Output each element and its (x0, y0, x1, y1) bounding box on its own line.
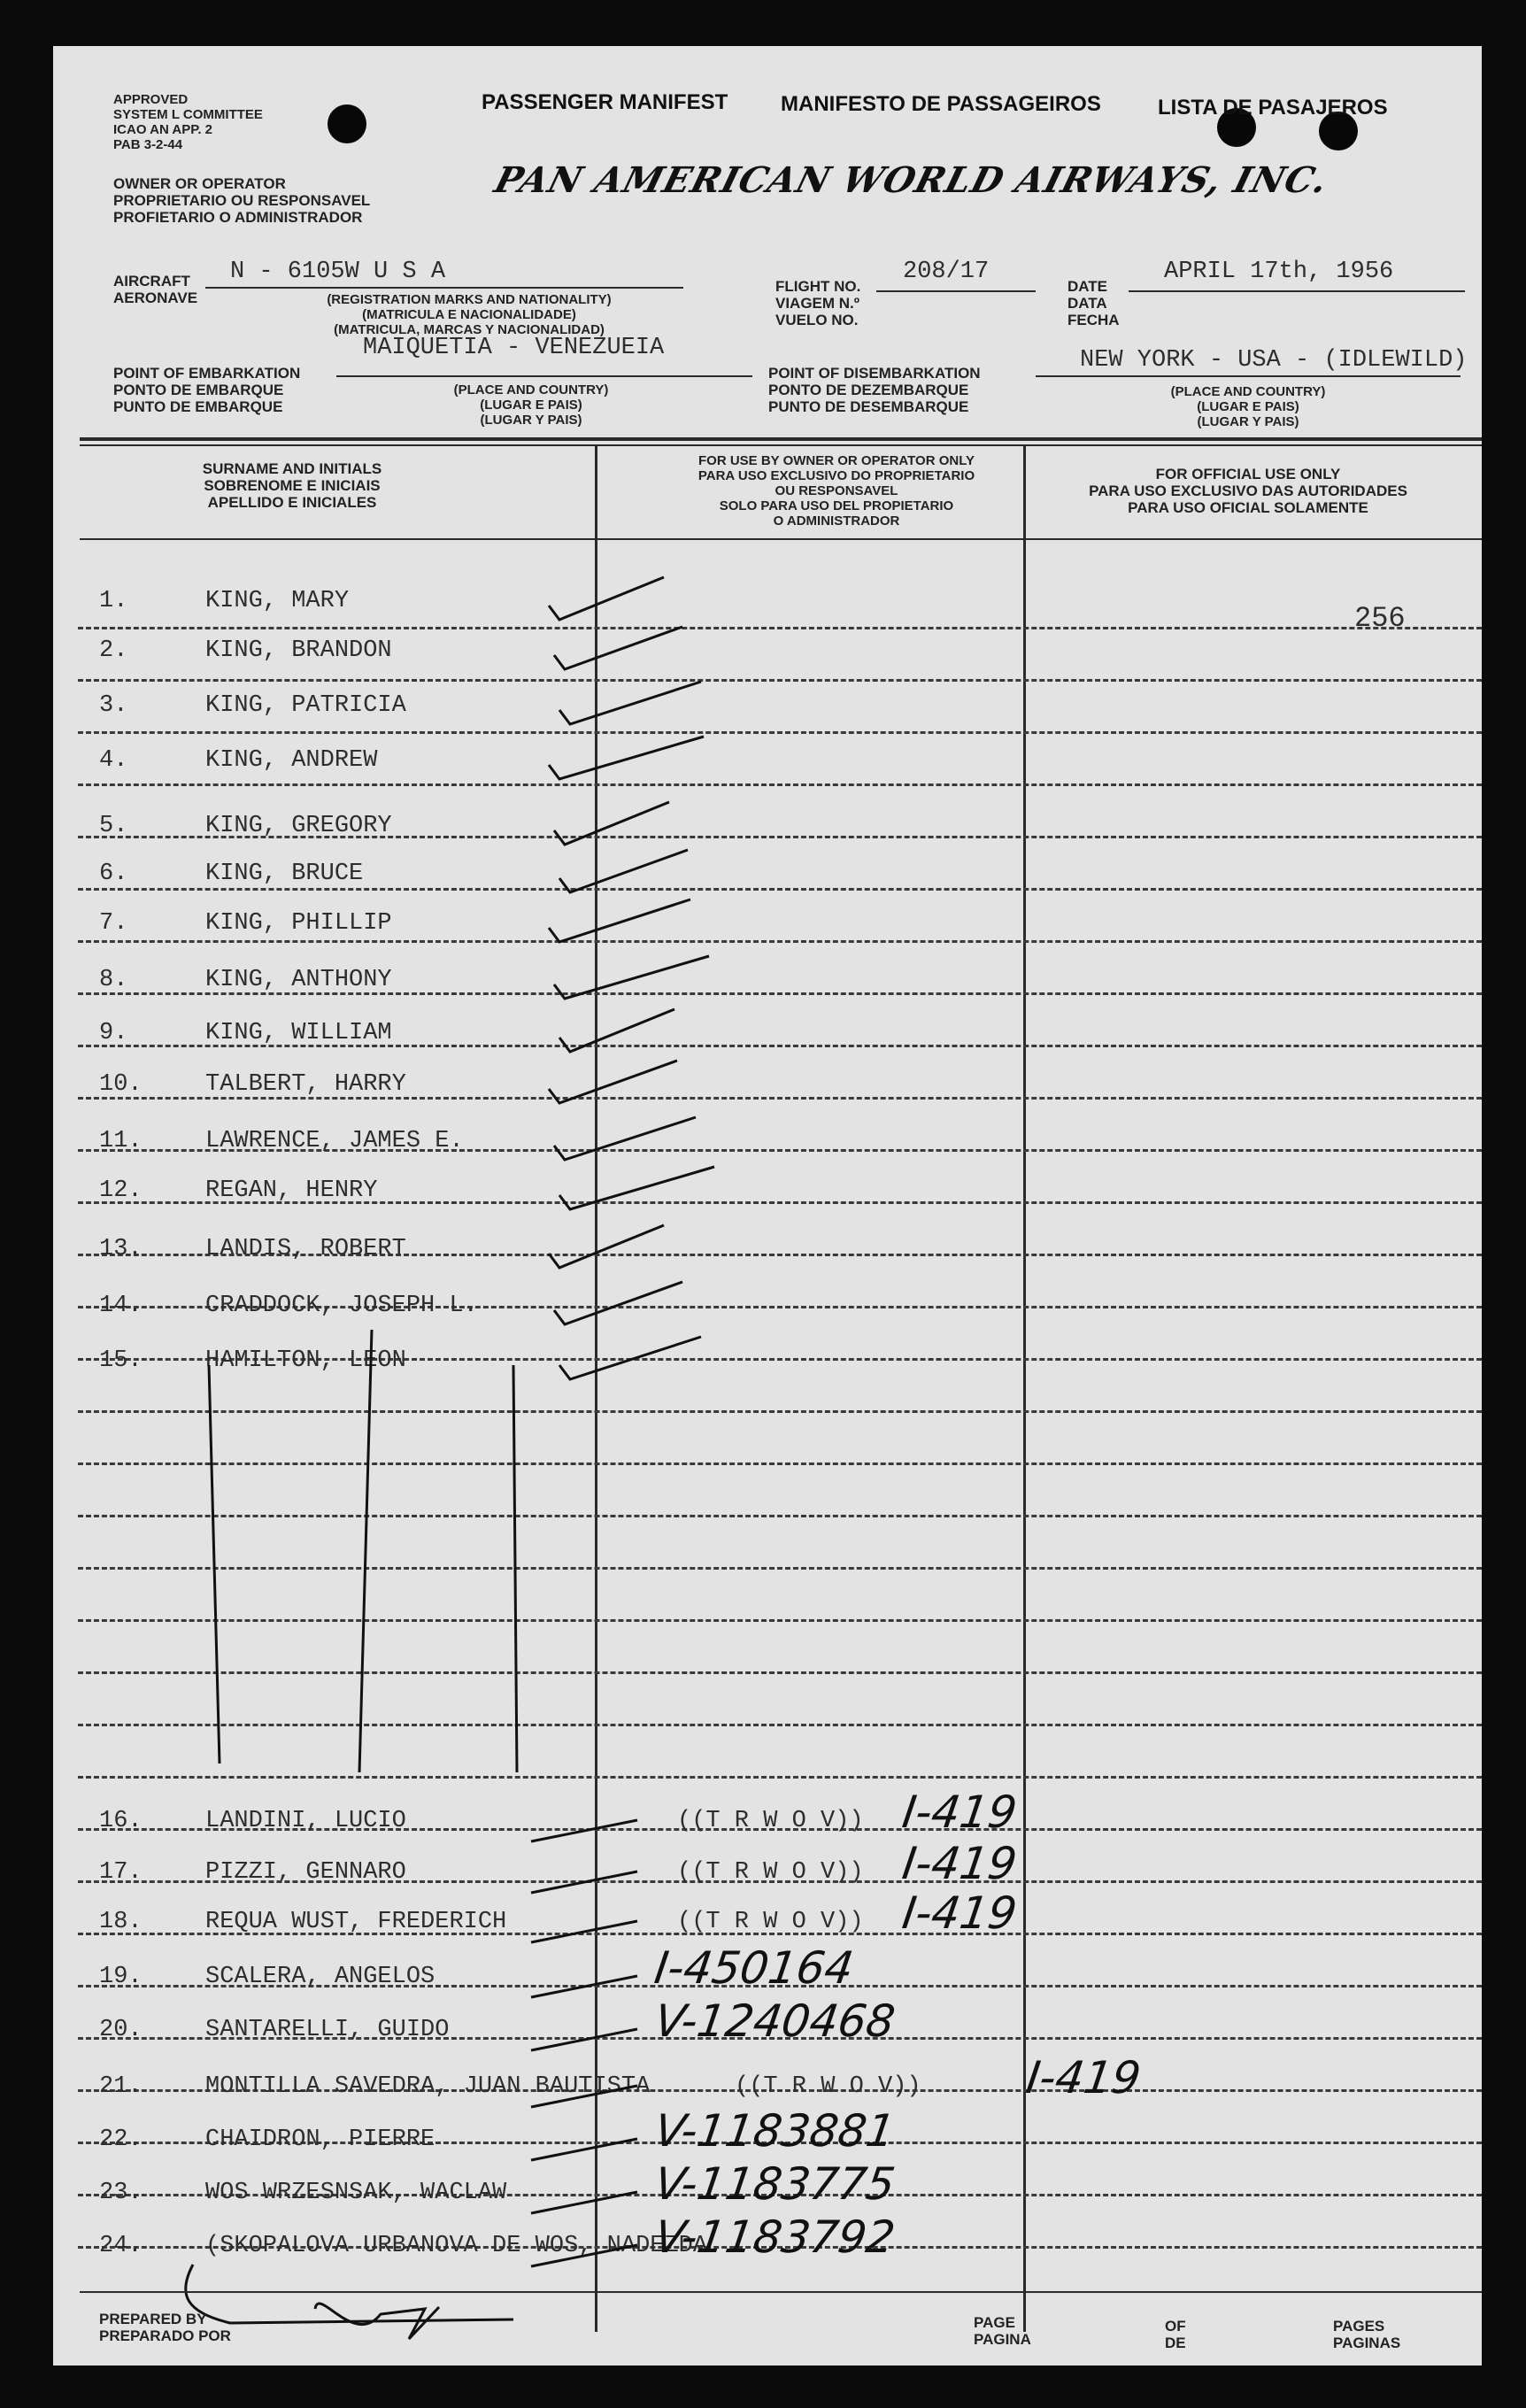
passenger-name: REQUA WUST, FREDERICH (205, 1909, 507, 1935)
passenger-name: (SKOPALOVA URBANOVA DE WOS, NADEZDA (205, 2233, 708, 2259)
check-mark (549, 1061, 677, 1103)
passenger-number: 4. (99, 747, 128, 774)
manifest-sheet (53, 46, 1482, 2366)
passenger-number: 2. (99, 637, 128, 664)
passenger-name: KING, ANTHONY (205, 967, 392, 993)
passenger-number: 22. (99, 2126, 143, 2153)
date-label: DATE DATA FECHA (1067, 278, 1120, 328)
col1-header: SURNAME AND INITIALS SOBRENOME E INICIAIS APELLIDO E INICIALES (202, 460, 382, 511)
check-mark (549, 899, 690, 942)
check-mark (559, 1337, 701, 1379)
embark-label: POINT OF EMBARKATION PONTO DE EMBARQUE PUNTO DE EMBARQUE (113, 365, 301, 415)
passenger-number: 14. (99, 1293, 143, 1319)
pages-label: PAGES PAGINAS (1333, 2318, 1401, 2351)
passenger-number: 3. (99, 692, 128, 719)
passenger-number: 10. (99, 1071, 143, 1098)
handwritten-note: I-450164 (651, 1942, 857, 1994)
handwritten-note: V-1183881 (651, 2105, 898, 2157)
disembark-value: NEW YORK - USA - (IDLEWILD) (1080, 347, 1468, 374)
passenger-name: KING, ANDREW (205, 747, 378, 774)
slash-mark (531, 2245, 637, 2266)
operator-code: ((T R W O V)) (677, 1909, 864, 1935)
disembark-label: POINT OF DISEMBARKATION PONTO DE DEZEMBARQUE PUNTO DE DESEMBARQUE (768, 365, 981, 415)
handwritten-note: I-419 (898, 1838, 1021, 1889)
passenger-number: 15. (99, 1347, 143, 1374)
prepared-by-label: PREPARED BY PREPARADO POR (99, 2311, 231, 2344)
passenger-number: 20. (99, 2017, 143, 2043)
passenger-number: 7. (99, 910, 128, 937)
handwritten-note: V-1240468 (651, 1995, 898, 2047)
check-mark (554, 1282, 682, 1324)
passenger-number: 24. (99, 2233, 143, 2259)
check-mark (549, 577, 664, 620)
passenger-number: 16. (99, 1808, 143, 1834)
header-en: PASSENGER MANIFEST (482, 90, 728, 114)
registration-note: (REGISTRATION MARKS AND NATIONALITY) (MATRICULA E NACIONALIDADE) (MATRICULA, MARCAS Y NACIONALIDAD) (327, 292, 612, 337)
bracket-scribble (186, 2265, 513, 2323)
slash-mark (531, 1872, 637, 1893)
passenger-name: LANDINI, LUCIO (205, 1808, 406, 1834)
slash-mark (531, 1921, 637, 1942)
slash-mark (531, 2086, 637, 2107)
passenger-name: PIZZI, GENNARO (205, 1859, 406, 1886)
passenger-number: 9. (99, 1020, 128, 1046)
slash-mark (531, 2192, 637, 2213)
header-es: LISTA DE PASAJEROS (1158, 96, 1388, 120)
passenger-number: 6. (99, 861, 128, 887)
operator-name: PAN AMERICAN WORLD AIRWAYS, INC. (489, 159, 1333, 201)
flight-label: FLIGHT NO. VIAGEM N.º VUELO NO. (775, 278, 861, 328)
check-mark (554, 956, 709, 999)
passenger-number: 1. (99, 588, 128, 614)
check-mark (559, 1009, 674, 1052)
check-mark (554, 627, 682, 669)
passenger-number: 13. (99, 1236, 143, 1262)
passenger-name: LAWRENCE, JAMES E. (205, 1128, 464, 1154)
passenger-number: 8. (99, 967, 128, 993)
slash-mark (531, 1976, 637, 1997)
passenger-name: KING, PATRICIA (205, 692, 406, 719)
passenger-number: 18. (99, 1909, 143, 1935)
passenger-name: MONTILLA SAVEDRA, JUAN BAUTISTA (205, 2073, 651, 2100)
passenger-name: SCALERA, ANGELOS (205, 1964, 435, 1990)
passenger-name: LANDIS, ROBERT (205, 1236, 406, 1262)
passenger-name: HAMILTON, LEON (205, 1347, 406, 1374)
aircraft-label: AIRCRAFT AERONAVE (113, 273, 198, 306)
passenger-name: TALBERT, HARRY (205, 1071, 406, 1098)
passenger-name: KING, GREGORY (205, 813, 392, 839)
footer-rule (80, 2291, 1482, 2293)
passenger-number: 17. (99, 1859, 143, 1886)
flight-value: 208/17 (903, 259, 990, 285)
of-label: OF DE (1165, 2318, 1186, 2351)
operator-code: ((T R W O V)) (677, 1808, 864, 1834)
handwritten-note: I-419 (898, 1887, 1021, 1939)
check-mark (554, 1117, 696, 1160)
passenger-name: CRADDOCK, JOSEPH L. (205, 1293, 478, 1319)
passenger-number: 5. (99, 813, 128, 839)
col2-header: FOR USE BY OWNER OR OPERATOR ONLY PARA USO EXCLUSIVO DO PROPRIETARIO OU RESPONSAVEL SOLO PARA USO DEL PROPIETARIO O ADMINISTRADOR (697, 453, 975, 529)
handwritten-note: I-419 (898, 1787, 1021, 1838)
check-mark (559, 1167, 714, 1209)
passenger-number: 23. (99, 2180, 143, 2206)
passenger-number: 21. (99, 2073, 143, 2100)
slash-mark (531, 2139, 637, 2160)
check-mark (554, 802, 669, 845)
owner-label: OWNER OR OPERATOR PROPRIETARIO OU RESPONSAVEL PROFIETARIO O ADMINISTRADOR (113, 175, 371, 226)
page-label: PAGE PAGINA (974, 2314, 1031, 2348)
bracket-line (359, 1330, 372, 1772)
passenger-name: WOS WRZESNSAK, WACLAW (205, 2180, 507, 2206)
slash-mark (531, 1820, 637, 1841)
passenger-name: KING, WILLIAM (205, 1020, 392, 1046)
operator-code: ((T R W O V)) (677, 1859, 864, 1886)
disembark-place-note: (PLACE AND COUNTRY) (LUGAR E PAIS) (LUGAR Y PAIS) (1170, 384, 1326, 429)
operator-code: ((T R W O V)) (735, 2073, 921, 2100)
passenger-name: REGAN, HENRY (205, 1177, 378, 1204)
passenger-name: KING, BRUCE (205, 861, 364, 887)
hand-marks (53, 46, 1482, 2366)
col3-header: FOR OFFICIAL USE ONLY PARA USO EXCLUSIVO DAS AUTORIDADES PARA USO OFICIAL SOLAMENTE (1089, 466, 1407, 516)
header-pt: MANIFESTO DE PASSAGEIROS (781, 92, 1101, 116)
check-mark (559, 682, 701, 724)
passenger-name: KING, BRANDON (205, 637, 392, 664)
slash-mark (531, 2029, 637, 2050)
check-mark (549, 1225, 664, 1268)
check-mark (549, 737, 704, 779)
handwritten-note: V-1183792 (651, 2211, 898, 2263)
aircraft-value: N - 6105W U S A (230, 259, 446, 285)
check-mark (559, 850, 688, 892)
passenger-number: 12. (99, 1177, 143, 1204)
embark-place-note: (PLACE AND COUNTRY) (LUGAR E PAIS) (LUGAR Y PAIS) (453, 382, 609, 428)
handwritten-note: V-1183775 (651, 2158, 898, 2210)
approval-block: APPROVED SYSTEM L COMMITTEE ICAO AN APP. 2 PAB 3-2-44 (113, 92, 263, 152)
bracket-line (513, 1365, 517, 1772)
embark-value: MAIQUETIA - VENEZUEIA (363, 335, 665, 361)
handwritten-note: I-419 (1022, 2052, 1144, 2103)
bracket-line (209, 1365, 220, 1764)
passenger-name: SANTARELLI, GUIDO (205, 2017, 450, 2043)
passenger-name: KING, MARY (205, 588, 350, 614)
date-value: APRIL 17th, 1956 (1164, 259, 1394, 285)
official-note: 256 (1354, 602, 1406, 635)
passenger-name: KING, PHILLIP (205, 910, 392, 937)
passenger-number: 11. (99, 1128, 143, 1154)
passenger-number: 19. (99, 1964, 143, 1990)
passenger-name: CHAIDRON, PIERRE (205, 2126, 435, 2153)
